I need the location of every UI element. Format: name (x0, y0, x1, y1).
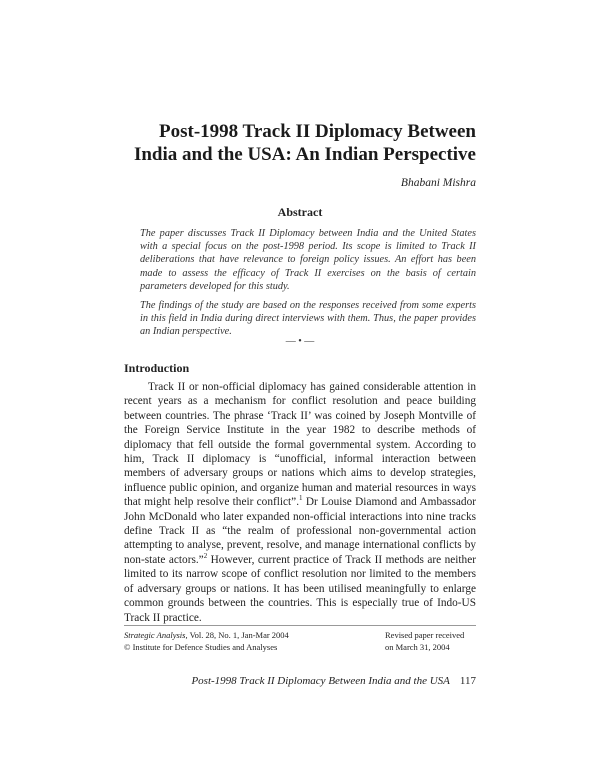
revised-line-2: on March 31, 2004 (385, 642, 450, 652)
abstract-heading: Abstract (277, 205, 323, 219)
footnote-ref-2[interactable]: 2 (203, 552, 208, 561)
intro-text-3: However, current practice of Track II methods are neither limited to its narrow scope of conflict resolution nor limited to the members of adversary groups or nations. It has been utilised meaningfully to enlarge common grounds between the countries. This is especially true of Indo-US Track II practice. (124, 553, 476, 624)
introduction-paragraph (124, 380, 476, 625)
journal-volume: Vol. 28, No. 1, Jan-Mar 2004 (187, 630, 289, 640)
abstract-paragraph-1: The paper discusses Track II Diplomacy between India and the United States with a special focus on the post-1998 period. Its scope is limited to Track II deliberations that have relevance to foreign policy issues. An effort has been made to assess the efficacy of Track II exercises on the basis of certain parameters developed for this study. (140, 228, 476, 292)
intro-text-1: Track II or non-official diplomacy has gained considerable attention in recent years as a mechanism for conflict resolution and peace building between countries. The phrase ‘Track II’ was coined by Joseph Montville of the Foreign Service Institute in the year 1982 to describe methods of diplomacy that fell outside the formal governmental system. According to him, Track II diplomacy is “unofficial, informal interaction between members of adversary groups or nations which aims to develop strategies, influence public opinion, and organize human and material resources in ways that might help resolve their conflict”. (124, 381, 476, 509)
revised-line-1: Revised paper received (385, 630, 465, 640)
journal-name: Strategic Analysis, (124, 630, 188, 640)
footnote-ref-1[interactable]: 1 (299, 494, 303, 503)
running-footer (100, 675, 476, 687)
running-footer-title: Post-1998 Track II Diplomacy Between India and the USA (191, 675, 450, 687)
title-line-2: India and the USA: An Indian Perspective (133, 144, 476, 165)
footer-rule (124, 625, 476, 626)
paper-title (100, 120, 476, 166)
section-separator: — • — (285, 336, 315, 347)
abstract-paragraph-2: The findings of the study are based on the responses received from some experts in this field in India during direct interviews with them. Thus, the paper provides an Indian perspective. (140, 300, 476, 338)
journal-info (124, 629, 289, 653)
author-name: Bhabani Mishra (400, 177, 476, 189)
copyright-line: © Institute for Defence Studies and Analyses (124, 642, 278, 652)
abstract-body (140, 227, 476, 345)
revision-info (385, 629, 464, 653)
intro-text-2: Dr Louise Diamond and Ambassador John McDonald who later expanded non-official interactions into nine tracks define Track II as “the realm of professional non-governmental action attempting to analyse, prevent, resolve, and manage international conflicts by non-state actors.” (124, 496, 476, 566)
page-number: 117 (459, 675, 476, 687)
introduction-heading: Introduction (124, 361, 190, 375)
introduction-body (124, 380, 476, 625)
title-line-1: Post-1998 Track II Diplomacy Between (159, 121, 476, 142)
